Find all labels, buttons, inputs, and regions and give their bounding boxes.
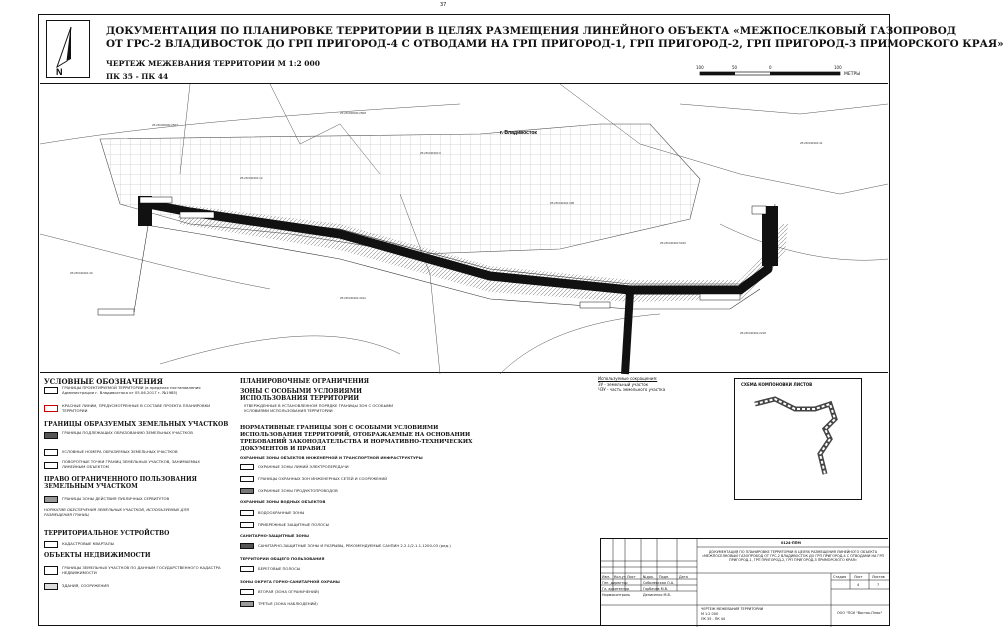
picket-range: ПК 35 - ПК 44: [106, 72, 169, 81]
legend-item: ОХРАННЫЕ ЗОНЫ ПРОДУКТОПРОВОДОВ: [258, 488, 338, 493]
abbrev-item: ЧЗУ - часть земельного участка: [598, 387, 666, 392]
svg-text:N: N: [56, 67, 63, 77]
stamp-company: ООО "ПСИ "Восток-Плюс": [837, 611, 883, 615]
scale-tick-50: 50: [732, 65, 738, 70]
legend-section: ОБЪЕКТЫ НЕДВИЖИМОСТИ: [44, 552, 151, 559]
legend-swatch-boundary: [44, 387, 58, 394]
parcel-label: 25:28:000000:2507: [152, 123, 178, 127]
legend-swatch-buildings: [44, 583, 58, 590]
title-line-1: ДОКУМЕНТАЦИЯ ПО ПЛАНИРОВКЕ ТЕРРИТОРИИ В ЦЕЛЯХ РАЗМЕЩЕНИЯ ЛИНЕЙНОГО ОБЪЕКТА «МЕЖПОСЕЛКОВЫЙ ГАЗОПРОВОД: [106, 25, 957, 37]
legend-section: НОРМАТИВНЫЕ ГРАНИЦЫ ЗОН С ОСОБЫМИ УСЛОВИЯМИ ИСПОЛЬЗОВАНИЯ ТЕРРИТОРИЙ, ОТОБРАЖАЕМЫЕ НА ОСНОВАНИИ ТРЕБОВАНИЙ ЗАКОНОДАТЕЛЬСТВА И НОРМАТИВНО-ТЕХНИЧЕСКИХ ДОКУМЕНТОВ И ПРАВИЛ: [240, 425, 473, 452]
legend-item: ТЕРРИТОРИИ ОБЩЕГО ПОЛЬЗОВАНИЯ: [240, 556, 325, 561]
stamp-sheet-title: ЧЕРТЕЖ МЕЖЕВАНИЯ ТЕРРИТОРИИ: [701, 607, 764, 611]
legend-swatch: [240, 488, 254, 494]
legend-item: БЕРЕГОВЫЕ ПОЛОСЫ: [258, 566, 301, 571]
stamp-stage-head: Листов: [872, 575, 885, 579]
legend-swatch-parcel-numbers: [44, 449, 58, 456]
legend-item: ОХРАННЫЕ ЗОНЫ ЛИНИЙ ЭЛЕКТРОПЕРЕДАЧИ: [258, 464, 349, 469]
legend-item: ЗДАНИЯ, СООРУЖЕНИЯ: [62, 583, 109, 588]
legend-swatch: [240, 589, 254, 595]
stamp-stage-head: Лист: [854, 575, 863, 579]
legend-swatch-red-lines: [44, 405, 58, 412]
parcel-label: 25:28:000000:2508: [340, 111, 366, 115]
page-number: 37: [440, 2, 447, 8]
legend-item: ВТОРАЯ (ЗОНА ОГРАНИЧЕНИЙ): [258, 589, 320, 594]
stamp-code: 0124-ППМ: [781, 541, 801, 545]
stamp-col-head: Изм.: [602, 575, 610, 579]
stamp-col-head: Дата: [679, 575, 688, 579]
stamp-role: Гл. архитектор: [602, 587, 630, 591]
legend-item: НОРМАТИВ ОБЕСПЕЧЕНИЯ ЗЕМЕЛЬНЫХ УЧАСТКОВ, ИСПОЛЬЗУЕМЫХ ДЛЯ РАЗМЕЩЕНИЯ ГРАНИЦ: [44, 507, 189, 517]
abbrev-heading: Используемые сокращения:: [598, 376, 658, 381]
legend-item: ЗОНЫ ОКРУГА ГОРНО-САНИТАРНОЙ ОХРАНЫ: [240, 579, 340, 584]
legend-item: ГРАНИЦЫ ОХРАННЫХ ЗОН ИНЖЕНЕРНЫХ СЕТЕЙ И СООРУЖЕНИЙ: [258, 476, 388, 481]
drawing-subtitle: ЧЕРТЕЖ МЕЖЕВАНИЯ ТЕРРИТОРИИ М 1:2 000: [106, 59, 320, 68]
parcel-label: 25:28:040301:9: [420, 151, 441, 155]
inset-title: СХЕМА КОМПОНОВКИ ЛИСТОВ: [741, 382, 813, 387]
parcel-label: 25:28:040301:305: [550, 201, 575, 205]
legend-swatch: [240, 543, 254, 549]
legend-item: ОХРАННЫЕ ЗОНЫ ВОДНЫХ ОБЪЕКТОВ: [240, 499, 326, 504]
legend-heading: УСЛОВНЫЕ ОБОЗНАЧЕНИЯ: [44, 377, 163, 386]
legend-item: КАДАСТРОВЫЕ КВАРТАЛЫ: [62, 541, 114, 546]
legend-item: ТРЕТЬЯ (ЗОНА НАБЛЮДЕНИЙ): [258, 601, 318, 606]
legend-section: ТЕРРИТОРИАЛЬНОЕ УСТРОЙСТВО: [44, 530, 170, 537]
legend-swatch-servitude: [44, 496, 58, 503]
stamp-sheet-scale: М 1:2 000: [701, 612, 719, 616]
legend-swatch: [240, 566, 254, 572]
map-drawing: [40, 84, 888, 374]
stamp-col-head: Лист: [627, 575, 636, 579]
stamp-sheets-total: 7: [877, 583, 880, 587]
parcel-label: 25:28:040301:12: [240, 176, 263, 180]
stamp-col-head: Кол.уч: [614, 575, 626, 579]
stamp-role: Нормоконтроль: [602, 593, 631, 597]
sheet-layout-inset: [734, 378, 862, 500]
scale-unit: МЕТРЫ: [844, 72, 861, 77]
legend-swatch: [240, 601, 254, 607]
title-stamp: [600, 538, 888, 626]
legend-item: ОХРАННЫЕ ЗОНЫ ОБЪЕКТОВ ИНЖЕНЕРНОЙ И ТРАНСПОРТНОЙ ИНФРАСТРУКТУРЫ: [240, 455, 423, 460]
parcel-label: 25:28:040301:2218: [740, 331, 766, 335]
parcel-label: 25:28:040301:5166: [660, 241, 686, 245]
legend-swatch: [240, 476, 254, 482]
legend-item: ПОВОРОТНЫЕ ТОЧКИ ГРАНИЦ ЗЕМЕЛЬНЫХ УЧАСТКОВ, ЗАНИМАЕМЫХ ЛИНЕЙНЫМ ОБЪЕКТОМ: [62, 459, 200, 469]
legend-item: УСЛОВНЫЕ НОМЕРА ОБРАЗУЕМЫХ ЗЕМЕЛЬНЫХ УЧАСТКОВ: [62, 449, 178, 454]
scale-tick-0: 0: [769, 65, 772, 70]
stamp-role: Ген. директор: [602, 581, 628, 585]
parcel-label: 25:28:040301:4012: [340, 296, 366, 300]
parcel-label: 25:28:040301:41: [800, 141, 823, 145]
stamp-col-head: №док.: [643, 575, 655, 579]
city-label: г. Владивосток: [500, 130, 537, 136]
inset-drawing: [735, 379, 861, 499]
legend-item: ВОДООХРАННЫЕ ЗОНЫ: [258, 510, 305, 515]
document-title: [106, 25, 1004, 50]
legend-item: ГРАНИЦЫ ПОДЛЕЖАЩИХ ОБРАЗОВАНИЮ ЗЕМЕЛЬНЫХ УЧАСТКОВ: [62, 430, 193, 435]
legend-section: ЗОНЫ С ОСОБЫМИ УСЛОВИЯМИ ИСПОЛЬЗОВАНИЯ ТЕРРИТОРИИ: [240, 388, 362, 402]
stamp-sheet-range: ПК 35 - ПК 44: [701, 617, 726, 621]
legend-item: ГРАНИЦЫ ЗОНЫ ДЕЙСТВИЯ ПУБЛИЧНЫХ СЕРВИТУТОВ: [62, 496, 170, 501]
legend-item: УТВЕРЖДЕННЫЕ В УСТАНОВЛЕННОМ ПОРЯДКЕ ГРАНИЦЫ ЗОН С ОСОБЫМИ УСЛОВИЯМИ ИСПОЛЬЗОВАНИЯ ТЕРРИТОРИИ: [244, 403, 394, 413]
legend-swatch: [240, 510, 254, 516]
north-arrow-box: [46, 20, 90, 78]
parcel-label: 25:28:040301:40: [70, 271, 93, 275]
title-line-2: ОТ ГРС-2 ВЛАДИВОСТОК ДО ГРП ПРИГОРОД-4 С ОТВОДАМИ НА ГРП ПРИГОРОД-1, ГРП ПРИГОРОД-2, ГРП ПРИГОРОД-3 ПРИМОРСКОГО КРАЯ»: [106, 37, 1004, 50]
stamp-name: Денисенко М.В.: [643, 593, 671, 597]
legend-swatch-new-parcels: [44, 432, 58, 439]
legend-section: ПРАВО ОГРАНИЧЕННОГО ПОЛЬЗОВАНИЯ ЗЕМЕЛЬНЫМ УЧАСТКОМ: [44, 476, 197, 490]
stamp-title: ДОКУМЕНТАЦИЯ ПО ПЛАНИРОВКЕ ТЕРРИТОРИИ В ЦЕЛЯХ РАЗМЕЩЕНИЯ ЛИНЕЙНОГО ОБЪЕКТА «МЕЖПОСЕЛКОВЫЙ ГАЗОПРОВОД ОТ ГРС-2 ВЛАДИВОСТОК ДО ГРП ПРИГОРОД-4 С ОТВОДАМИ НА ГРП ПРИГОРОД-1, ГРП ПРИГОРОД-2, ГРП ПРИГОРОД-3 ПРИМОРСКОГО КРАЯ»: [701, 550, 885, 563]
map-area: [40, 83, 888, 373]
stamp-name: Соболевская О.А.: [643, 581, 675, 585]
stamp-name: Горбачев М.В.: [643, 587, 669, 591]
stamp-stage-head: Стадия: [833, 575, 847, 579]
legend-swatch-turn-points: [44, 462, 58, 469]
legend-swatch: [240, 464, 254, 470]
stamp-sheet-no: 4: [857, 583, 860, 587]
scale-bar: [696, 64, 890, 84]
legend-section: ГРАНИЦЫ ОБРАЗУЕМЫХ ЗЕМЕЛЬНЫХ УЧАСТКОВ: [44, 421, 229, 428]
scale-tick-100b: 100: [834, 65, 842, 70]
scale-tick-100a: 100: [696, 65, 704, 70]
legend-col2-heading: ПЛАНИРОВОЧНЫЕ ОГРАНИЧЕНИЯ: [240, 378, 370, 385]
legend-swatch: [240, 522, 254, 528]
legend-swatch-gkn-parcels: [44, 566, 58, 575]
abbrev-item: ЗУ - земельный участок: [598, 381, 649, 387]
legend-swatch-cadastral: [44, 541, 58, 548]
legend-item: ГРАНИЦЫ ЗЕМЕЛЬНЫХ УЧАСТКОВ ПО ДАННЫМ ГОСУДАРСТВЕННОГО КАДАСТРА НЕДВИЖИМОСТИ: [62, 565, 221, 575]
abbreviations-note: [598, 376, 665, 393]
legend-item: САНИТАРНО-ЗАЩИТНЫЕ ЗОНЫ И РАЗРЫВЫ, РЕКОМЕНДУЕМЫЕ САНПИН 2.2.1/2.1.1.1200-03 (ред.): [258, 543, 451, 548]
legend-item: САНИТАРНО-ЗАЩИТНЫЕ ЗОНЫ: [240, 533, 309, 538]
legend-item: КРАСНЫЕ ЛИНИИ, ПРЕДУСМОТРЕННЫЕ В СОСТАВЕ ПРОЕКТА ПЛАНИРОВКИ ТЕРРИТОРИИ: [62, 403, 211, 413]
legend-item: ПРИБРЕЖНЫЕ ЗАЩИТНЫЕ ПОЛОСЫ: [258, 522, 330, 527]
north-arrow-icon: [47, 21, 91, 79]
legend-item: ГРАНИЦЫ ПРОЕКТИРУЕМОЙ ТЕРРИТОРИИ (в пределах постановления Администрации г. Владивостока от 05.06.2017 г. №1985): [62, 385, 201, 395]
stamp-col-head: Подп.: [659, 575, 670, 579]
